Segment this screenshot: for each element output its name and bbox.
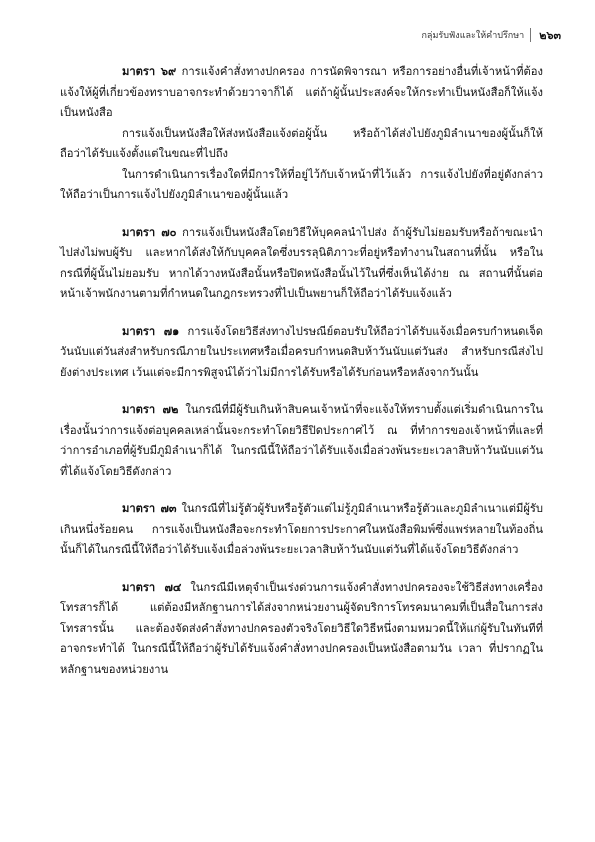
paragraph-text: ในการดำเนินการเรื่องใดที่มีการให้ที่อยู่ไว้กับเจ้าหน้าที่ไว้แล้ว การแจ้งไปยังที่อยู่ดังกล่าวให้ถือว่าเป็นการแจ้งไปยังภูมิลำเนาของผู้นั้นแล้ว xyxy=(60,167,543,201)
section-paragraph xyxy=(60,165,543,206)
page-number: ๒๖๓ xyxy=(539,29,561,42)
legal-section xyxy=(60,62,543,206)
legal-section xyxy=(60,400,543,482)
paragraph-text: การแจ้งเป็นหนังสือโดยวิธีให้บุคคลนำไปส่ง ถ้าผู้รับไม่ยอมรับหรือถ้าขณะนำไปส่งไม่พบผู้รับ และหากได้ส่งให้กับบุคคลใดซึ่งบรรลุนิติภาวะที่อยู่หรือทำงานในสถานที่นั้น หรือในกรณีที่ผู้นั้นไม่ยอมรับ หากได้วางหนังสือนั้นหรือปิดหนังสือนั้นไว้ในที่ซึ่งเห็นได้ง่าย ณ สถานที่นั้นต่อหน้าเจ้าพนักงานตามที่กำหนดในกฎกระทรวงที่ไปเป็นพยานก็ให้ถือว่าได้รับแจ้งแล้ว xyxy=(60,225,543,300)
paragraph-text: การแจ้งเป็นหนังสือให้ส่งหนังสือแจ้งต่อผู้นั้น หรือถ้าได้ส่งไปยังภูมิลำเนาของผู้นั้นก็ให้ถือว่าได้รับแจ้งตั้งแต่ในขณะที่ไปถึง xyxy=(60,126,543,160)
section-paragraph xyxy=(60,62,543,124)
paragraph-text: การแจ้งโดยวิธีส่งทางไปรษณีย์ตอบรับให้ถือว่าได้รับแจ้งเมื่อครบกำหนดเจ็ดวันนับแต่วันส่งสำหรับกรณีภายในประเทศหรือเมื่อครบกำหนดสิบห้าวันนับแต่วันส่ง สำหรับกรณีส่งไปยังต่างประเทศ เว้นแต่จะมีการพิสูจน์ได้ว่าไม่มีการได้รับหรือได้รับก่อนหรือหลังจากวันนั้น xyxy=(60,324,544,379)
paragraph-text: ในกรณีที่มีผู้รับเกินห้าสิบคนเจ้าหน้าที่จะแจ้งให้ทราบตั้งแต่เริ่มดำเนินการในเรื่องนั้นว่าการแจ้งต่อบุคคลเหล่านั้นจะกระทำโดยวิธีปิดประกาศไว้ ณ ที่ทำการของเจ้าหน้าที่และที่ว่าการอำเภอที่ผู้รับมีภูมิลำเนาก็ได้ ในกรณีนี้ให้ถือว่าได้รับแจ้งเมื่อล่วงพ้นระยะเวลาสิบห้าวันนับแต่วันที่ได้แจ้งโดยวิธีดังกล่าว xyxy=(60,403,543,478)
legal-section xyxy=(60,223,543,305)
section-label: มาตรา ๗๑ xyxy=(122,324,180,338)
section-label: มาตรา ๖๙ xyxy=(122,65,177,78)
header-title: กลุ่มรับฟังและให้คำปรึกษา xyxy=(421,28,531,42)
section-label: มาตรา ๗๐ xyxy=(122,225,177,239)
section-paragraph xyxy=(60,223,543,305)
paragraph-text: ในกรณีที่ไม่รู้ตัวผู้รับหรือรู้ตัวแต่ไม่รู้ภูมิลำเนาหรือรู้ตัวและภูมิลำเนาแต่มีผู้รับเกินหนึ่งร้อยคน การแจ้งเป็นหนังสือจะกระทำโดยการประกาศในหนังสือพิมพ์ซึ่งแพร่หลายในท้องถิ่นนั้นก็ได้ในกรณีนี้ให้ถือว่าได้รับแจ้งเมื่อล่วงพ้นระยะเวลาสิบห้าวันนับแต่วันที่ได้แจ้งโดยวิธีดังกล่าว xyxy=(60,502,543,556)
legal-section xyxy=(60,322,543,384)
legal-section xyxy=(60,499,543,561)
section-label: มาตรา ๗๔ xyxy=(122,580,182,594)
section-paragraph xyxy=(60,499,543,561)
section-paragraph xyxy=(60,124,543,165)
section-paragraph xyxy=(60,322,543,384)
paragraph-text: การแจ้งคำสั่งทางปกครอง การนัดพิจารณา หรือการอย่างอื่นที่เจ้าหน้าที่ต้องแจ้งให้ผู้ที่เกี่ยวข้องทราบอาจกระทำด้วยวาจาก็ได้ แต่ถ้าผู้นั้นประสงค์จะให้กระทำเป็นหนังสือก็ให้แจ้งเป็นหนังสือ xyxy=(60,65,543,119)
page-header xyxy=(421,26,561,44)
legal-section xyxy=(60,578,543,681)
paragraph-text: ในกรณีมีเหตุจำเป็นเร่งด่วนการแจ้งคำสั่งทางปกครองจะใช้วิธีส่งทางเครื่องโทรสารก็ได้ แต่ต้องมีหลักฐานการได้ส่งจากหน่วยงานผู้จัดบริการโทรคมนาคมที่เป็นสื่อในการส่งโทรสารนั้น และต้องจัดส่งคำสั่งทางปกครองตัวจริงโดยวิธีใดวิธีหนึ่งตามหมวดนี้ให้แก่ผู้รับในทันทีที่อาจกระทำได้ ในกรณีนี้ให้ถือว่าผู้รับได้รับแจ้งคำสั่งทางปกครองเป็นหนังสือตามวัน เวลา ที่ปรากฏในหลักฐานของหน่วยงาน xyxy=(60,580,543,676)
section-paragraph xyxy=(60,578,543,681)
document-body xyxy=(60,62,543,697)
section-label: มาตรา ๗๓ xyxy=(122,502,177,515)
section-paragraph xyxy=(60,400,543,482)
section-label: มาตรา ๗๒ xyxy=(122,403,179,416)
